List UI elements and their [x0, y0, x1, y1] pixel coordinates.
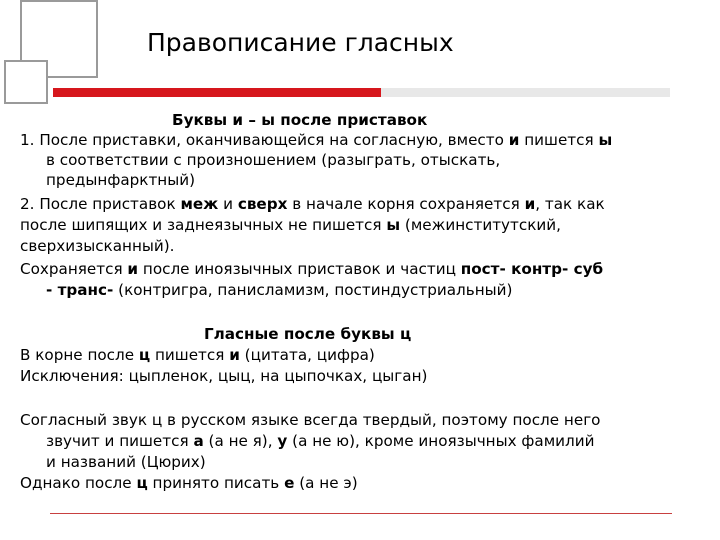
rule1-line1: 1. После приставки, оканчивающейся на согласную, вместо и пишется ы: [20, 131, 613, 149]
title-underline-bar: [53, 88, 670, 97]
ts-exceptions: Исключения: цыпленок, цыц, на цыпочках, цыган): [20, 367, 428, 385]
rule3-line1: Сохраняется и после иноязычных приставок и частиц пост- контр- суб: [20, 260, 604, 278]
slide-title: Правописание гласных: [147, 28, 454, 57]
section3-line3: и названий (Цюрих): [46, 453, 206, 471]
bottom-rule: [50, 513, 672, 514]
rule1-line2: в соответствии с произношением (разыграть, отыскать,: [46, 151, 501, 169]
rule1-line3: предынфарктный): [46, 171, 196, 189]
section3-line4: Однако после ц принято писать е (а не э): [20, 474, 358, 492]
rule2-line3: сверхизысканный).: [20, 237, 175, 255]
rule3-line2: - транс- (контригра, панисламизм, постиндустриальный): [46, 281, 513, 299]
decor-square-small: [4, 60, 48, 104]
ts-root-rule: В корне после ц пишется и (цитата, цифра): [20, 346, 375, 364]
rule2-line1: 2. После приставок меж и сверх в начале корня сохраняется и, так как: [20, 195, 605, 213]
rule2-line2: после шипящих и заднеязычных не пишется ы (межинститутский,: [20, 216, 561, 234]
section-heading-ts: Гласные после буквы ц: [204, 325, 412, 343]
section3-line1: Согласный звук ц в русском языке всегда твердый, поэтому после него: [20, 411, 601, 429]
section-heading-prefixes: Буквы и – ы после приставок: [172, 111, 428, 129]
title-underline-accent: [53, 88, 381, 97]
section3-line2: звучит и пишется а (а не я), у (а не ю), кроме иноязычных фамилий: [46, 432, 595, 450]
